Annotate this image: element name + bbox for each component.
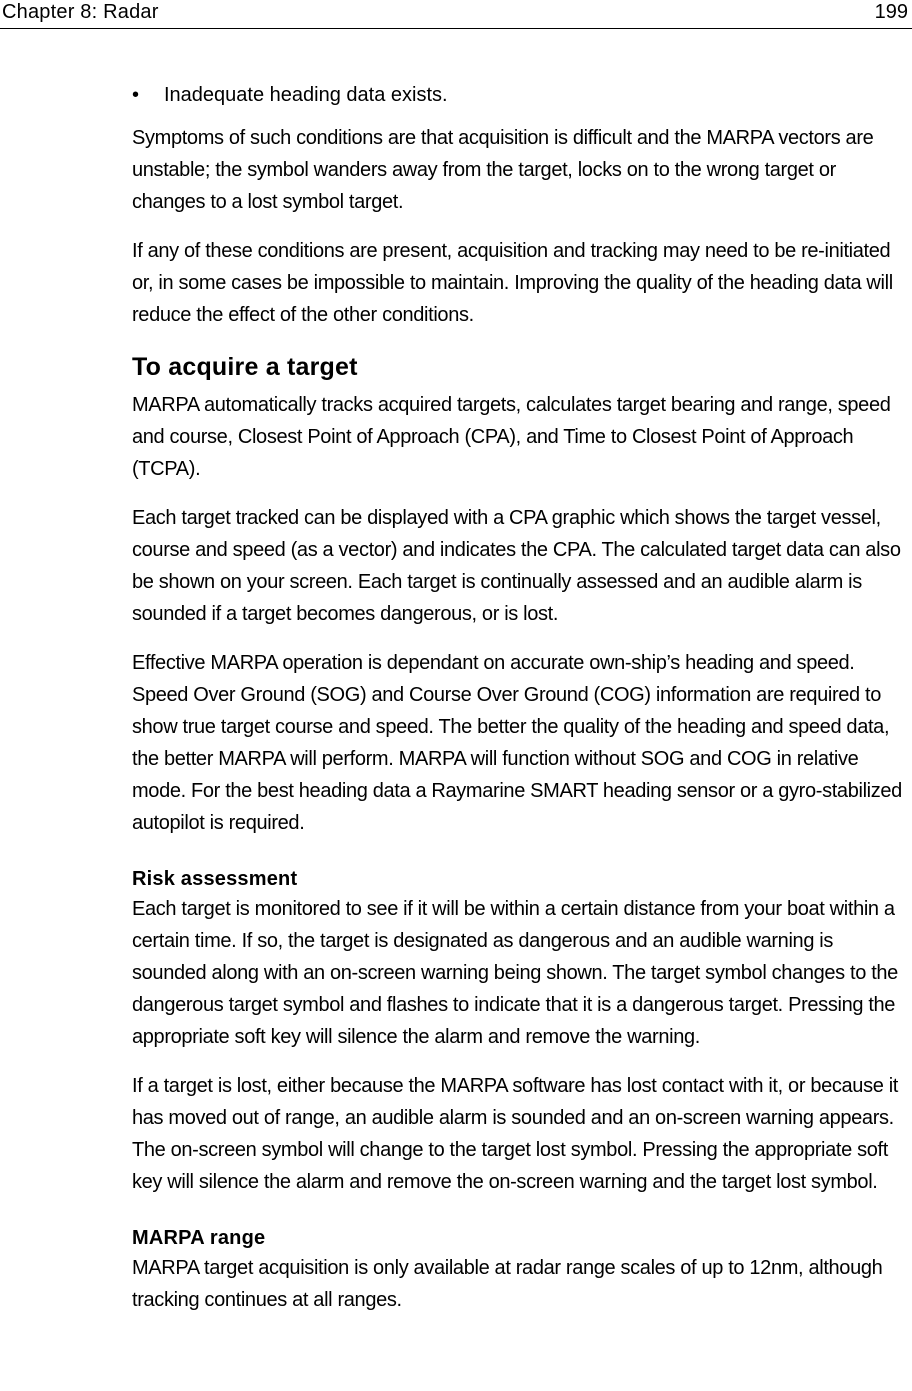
heading-risk-assessment: Risk assessment [132, 868, 298, 890]
paragraph-each-target: Each target tracked can be displayed with a CPA graphic which shows the target vessel, course and speed (as a vector) and indicates the CPA. The calculated target data can also be shown on your screen. Each target is continually assessed and an audible alarm is sounded if a target becomes dangerous, or is lost. [132, 507, 901, 625]
page-body [132, 82, 910, 1333]
bullet-icon: • [132, 84, 140, 106]
paragraph-risk: Each target is monitored to see if it will be within a certain distance from your boat within a certain time. If so, the target is designated as dangerous and an audible warning is sounded along with an on-screen warning being shown. The target symbol changes to the dangerous target symbol and flashes to indicate that it is a dangerous target. Pressing the appropriate soft key will silence the alarm and remove the warning. [132, 898, 898, 1048]
page-header [0, 0, 912, 29]
paragraph-effective-operation: Effective MARPA operation is dependant on accurate own-ship’s heading and speed. Speed Over Ground (SOG) and Course Over Ground (COG) information are required to show true target course and speed. The better the quality of the heading and speed data, the better MARPA will perform. MARPA will function without SOG and COG in relative mode. For the best heading data a Raymarine SMART heading sensor or a gyro-stabilized autopilot is required. [132, 652, 902, 834]
heading-acquire-target: To acquire a target [132, 353, 358, 381]
heading-marpa-range: MARPA range [132, 1227, 266, 1249]
paragraph-range: MARPA target acquisition is only available at radar range scales of up to 12nm, although tracking continues at all ranges. [132, 1257, 883, 1311]
bullet-item [132, 82, 910, 109]
chapter-title: Chapter 8: Radar [2, 1, 159, 23]
paragraph-conditions: If any of these conditions are present, acquisition and tracking may need to be re-initiated or, in some cases be impossible to maintain. Improving the quality of the heading data will reduce the effect of the other conditions. [132, 240, 893, 326]
paragraph-target-lost: If a target is lost, either because the MARPA software has lost contact with it, or because it has moved out of range, an audible alarm is sounded and an on-screen warning appears. The on-screen symbol will change to the target lost symbol. Pressing the appropriate soft key will silence the alarm and remove the on-screen warning and the target lost symbol. [132, 1075, 899, 1193]
page-number: 199 [874, 1, 908, 23]
paragraph-marpa-tracks: MARPA automatically tracks acquired targets, calculates target bearing and range, speed and course, Closest Point of Approach (CPA), and Time to Closest Point of Approach (TCPA). [132, 394, 891, 480]
bullet-text: Inadequate heading data exists. [164, 84, 448, 106]
paragraph-symptoms: Symptoms of such conditions are that acquisition is difficult and the MARPA vectors are unstable; the symbol wanders away from the target, locks on to the wrong target or changes to a lost symbol target. [132, 127, 874, 213]
